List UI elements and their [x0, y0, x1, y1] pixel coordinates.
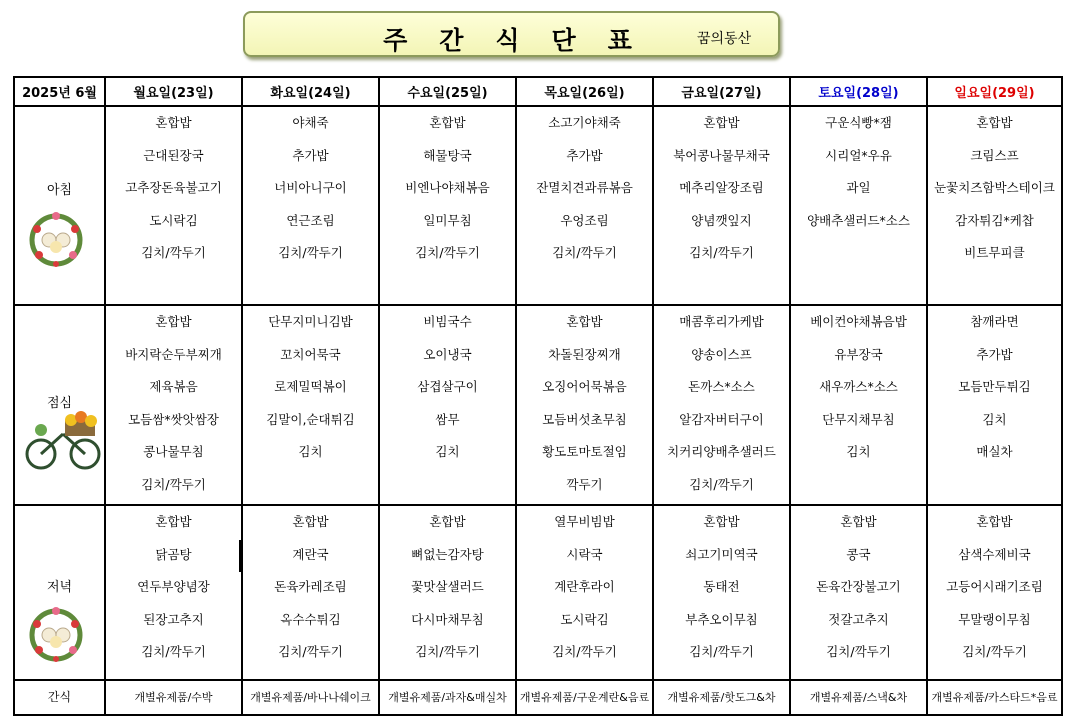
menu-item: 모듬만두튀김	[958, 379, 1031, 394]
menu-item: 혼합밥	[155, 314, 192, 329]
page-subtitle: 꿈의동산	[697, 31, 752, 47]
flower-bicycle-icon	[25, 410, 103, 472]
menu-item: 혼합밥	[976, 115, 1013, 130]
day-cell	[790, 106, 927, 305]
day-cell	[379, 305, 516, 505]
menu-item: 혼합밥	[566, 314, 603, 329]
title-banner	[243, 11, 780, 57]
menu-item: 혼합밥	[703, 514, 740, 529]
flower-wreath-icon	[25, 207, 87, 269]
dinner-row	[14, 505, 1062, 680]
menu-item: 일미무침	[423, 212, 472, 228]
menu-item: 계란후라이	[554, 579, 615, 594]
menu-item: 김치/깍두기	[141, 245, 206, 260]
day-cell	[105, 106, 242, 305]
meal-name: 저녁	[46, 580, 73, 595]
menu-item: 북어콩나물무채국	[673, 147, 770, 163]
menu-item: 혼합밥	[429, 115, 466, 130]
day-cell	[105, 305, 242, 505]
menu-item: 우엉조림	[560, 212, 609, 228]
menu-item: 해물탕국	[423, 147, 472, 163]
breakfast-row	[14, 106, 1062, 305]
menu-item: 혼합밥	[976, 514, 1013, 529]
menu-item: 시락국	[566, 546, 603, 562]
menu-item: 김치/깍두기	[826, 644, 891, 659]
menu-item: 부추오이무침	[685, 611, 758, 627]
menu-item: 혼합밥	[155, 514, 192, 529]
flower-wreath-icon	[25, 602, 87, 664]
menu-item: 감자튀김*케찹	[955, 212, 1034, 228]
menu-item: 된장고추지	[143, 611, 204, 627]
date-corner: 2025년 6월	[14, 77, 105, 106]
menu-item: 황도토마토절임	[542, 444, 627, 459]
snack-cell: 개별유제품/스낵&차	[790, 680, 927, 715]
day-header-fri: 금요일(27일)	[653, 77, 790, 106]
menu-item: 소고기야채죽	[548, 115, 621, 130]
menu-item: 김치	[298, 444, 323, 459]
menu-item: 김치/깍두기	[141, 644, 206, 659]
menu-item: 김치	[846, 444, 871, 459]
menu-item: 눈꽃치즈함박스테이크	[934, 180, 1055, 195]
menu-item: 동태전	[703, 579, 740, 594]
menu-item: 혼합밥	[155, 115, 192, 130]
meal-label-lunch	[14, 305, 105, 505]
menu-item: 김치	[435, 444, 460, 459]
menu-item: 야채죽	[292, 115, 329, 130]
weekly-menu-table	[13, 76, 1063, 716]
menu-item: 혼합밥	[429, 514, 466, 529]
day-cell	[242, 305, 379, 505]
menu-item: 너비아니구이	[274, 180, 347, 195]
menu-item: 김치	[982, 411, 1007, 427]
day-cell	[927, 305, 1062, 505]
menu-item: 꽃맛살샐러드	[411, 579, 484, 594]
menu-item: 도시락김	[560, 611, 609, 627]
menu-item: 계란국	[292, 546, 329, 562]
menu-item: 쇠고기미역국	[685, 546, 758, 562]
menu-item: 로제밀떡볶이	[274, 379, 347, 394]
menu-item: 근대된장국	[143, 147, 204, 163]
header-row	[14, 77, 1062, 106]
menu-item: 김치/깍두기	[689, 476, 754, 492]
menu-item: 혼합밥	[703, 115, 740, 130]
snack-cell: 개별유제품/수박	[105, 680, 242, 715]
day-header-tue: 화요일(24일)	[242, 77, 379, 106]
menu-item: 연근조림	[286, 212, 335, 228]
menu-item: 삼색수제비국	[958, 546, 1031, 562]
day-cell	[790, 505, 927, 680]
menu-item: 추가밥	[292, 147, 329, 163]
day-header-mon: 월요일(23일)	[105, 77, 242, 106]
day-cell	[927, 106, 1062, 305]
menu-item: 구운식빵*잼	[825, 115, 892, 130]
menu-item: 매콤후리가케밥	[679, 314, 764, 329]
menu-item: 단무지채무침	[822, 411, 895, 427]
menu-item: 젓갈고추지	[828, 611, 889, 627]
snack-row	[14, 680, 1062, 715]
menu-item: 메추리알장조림	[679, 180, 764, 195]
menu-item: 과일	[846, 180, 871, 195]
menu-item: 혼합밥	[292, 514, 329, 529]
meal-label-dinner	[14, 505, 105, 680]
day-header-thu: 목요일(26일)	[516, 77, 653, 106]
menu-item: 김치/깍두기	[278, 245, 343, 260]
day-header-sun: 일요일(29일)	[927, 77, 1062, 106]
menu-item: 닭곰탕	[155, 546, 192, 562]
menu-item: 김치/깍두기	[415, 644, 480, 659]
menu-item: 시리얼*우유	[825, 147, 892, 163]
menu-item: 새우까스*소스	[819, 379, 898, 394]
menu-item: 도시락김	[149, 212, 198, 228]
day-header-wed: 수요일(25일)	[379, 77, 516, 106]
snack-cell: 개별유제품/과자&매실차	[379, 680, 516, 715]
day-cell	[379, 106, 516, 305]
menu-item: 비엔나야채볶음	[405, 180, 490, 195]
menu-item: 매실차	[976, 444, 1013, 459]
menu-item: 비트무피클	[964, 245, 1025, 260]
menu-item: 모듬버섯초무침	[542, 411, 627, 427]
menu-item: 양배추샐러드*소스	[807, 212, 910, 228]
menu-item: 오이냉국	[423, 346, 472, 362]
menu-item: 돈육카레조림	[274, 579, 347, 594]
menu-item: 제육볶음	[149, 379, 198, 394]
day-cell	[653, 505, 790, 680]
menu-item: 고등어시래기조림	[946, 579, 1043, 594]
menu-item: 콩국	[846, 546, 871, 562]
menu-item: 삼겹살구이	[417, 379, 478, 394]
menu-item: 다시마채무침	[411, 611, 484, 627]
snack-cell: 개별유제품/카스타드*음료	[927, 680, 1062, 715]
day-cell	[653, 305, 790, 505]
day-cell	[105, 505, 242, 680]
menu-item: 김치/깍두기	[278, 644, 343, 659]
menu-item: 유부장국	[834, 346, 883, 362]
menu-item: 모듬쌈*쌋앗쌈장	[128, 411, 219, 427]
menu-item: 알감자버터구이	[679, 411, 764, 427]
menu-item: 쌈무	[435, 411, 460, 427]
menu-item: 잔멸치견과류볶음	[536, 180, 633, 195]
menu-item: 뼈없는감자탕	[411, 546, 484, 562]
menu-item: 꼬치어묵국	[280, 346, 341, 362]
menu-item: 돈까스*소스	[688, 379, 755, 394]
menu-item: 비빔국수	[423, 314, 472, 329]
day-cell	[653, 106, 790, 305]
snack-cell: 개별유제품/바나나쉐이크	[242, 680, 379, 715]
menu-item: 김치/깍두기	[552, 245, 617, 260]
meal-name: 아침	[46, 183, 73, 198]
day-cell	[242, 505, 379, 680]
menu-item: 김치/깍두기	[689, 245, 754, 260]
menu-item: 김치/깍두기	[415, 245, 480, 260]
menu-item: 추가밥	[976, 346, 1013, 362]
menu-item: 양념깻잎지	[691, 212, 752, 228]
menu-item: 깍두기	[566, 476, 603, 492]
meal-name: 점심	[46, 396, 73, 411]
meal-label-snack: 간식	[14, 680, 105, 715]
menu-item: 치커리양배추샐러드	[667, 444, 776, 459]
menu-item: 김치/깍두기	[141, 476, 206, 492]
day-cell	[516, 106, 653, 305]
day-cell	[516, 305, 653, 505]
page-title: 주간식단표	[383, 26, 664, 55]
menu-item: 혼합밥	[840, 514, 877, 529]
menu-item: 연두부양념장	[137, 579, 210, 594]
snack-cell: 개별유제품/구운계란&음료	[516, 680, 653, 715]
menu-item: 고추장돈육불고기	[125, 180, 222, 195]
snack-cell: 개별유제품/핫도그&차	[653, 680, 790, 715]
menu-item: 베이컨야채볶음밥	[810, 314, 907, 329]
day-header-sat: 토요일(28일)	[790, 77, 927, 106]
menu-item: 바지락순두부찌개	[125, 346, 222, 362]
menu-item: 김말이,순대튀김	[266, 411, 355, 427]
menu-item: 추가밥	[566, 147, 603, 163]
day-cell	[516, 505, 653, 680]
menu-item: 옥수수튀김	[280, 611, 341, 627]
day-cell	[242, 106, 379, 305]
menu-item: 김치/깍두기	[962, 644, 1027, 659]
cell-divider-mark	[239, 540, 241, 572]
lunch-row	[14, 305, 1062, 505]
day-cell	[790, 305, 927, 505]
day-cell	[379, 505, 516, 680]
menu-item: 콩나물무침	[143, 444, 204, 459]
menu-item: 열무비빔밥	[554, 514, 615, 529]
day-cell	[927, 505, 1062, 680]
menu-item: 오징어어묵볶음	[542, 379, 627, 394]
menu-item: 돈육간장불고기	[816, 579, 901, 594]
menu-item: 무말랭이무침	[958, 611, 1031, 627]
menu-item: 김치/깍두기	[689, 644, 754, 659]
menu-item: 차돌된장찌개	[548, 346, 621, 362]
menu-item: 단무지미니김밥	[268, 314, 353, 329]
menu-item: 참깨라면	[970, 314, 1019, 329]
menu-item: 크림스프	[970, 147, 1019, 163]
meal-label-breakfast	[14, 106, 105, 305]
menu-item: 김치/깍두기	[552, 644, 617, 659]
menu-item: 양송이스프	[691, 346, 752, 362]
